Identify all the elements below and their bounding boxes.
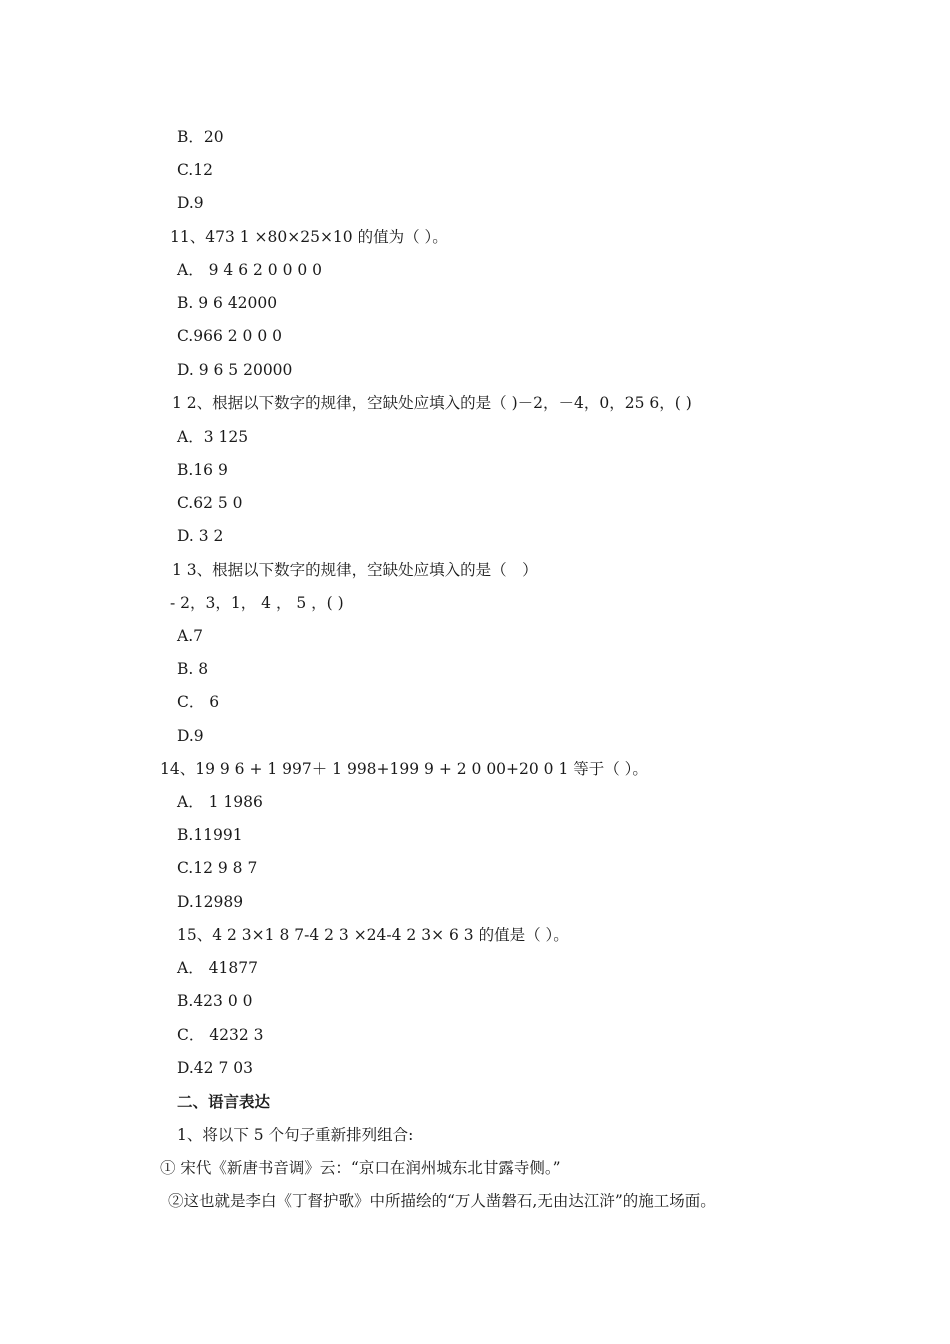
question-13: 1 3、根据以下数字的规律，空缺处应填入的是（ ） (172, 561, 538, 579)
sentence-2: ②这也就是李白《丁督护歌》中所描绘的“万人凿磐石,无由达江浒”的施工场面。 (168, 1192, 716, 1210)
question-14: 14、19 9 6 + 1 997＋ 1 998+199 9 + 2 0 00+20 0 1 等于（ ）。 (160, 760, 648, 778)
option-a-q13: A.7 (177, 627, 203, 645)
option-d-q11: D. 9 6 5 20000 (177, 361, 293, 379)
option-c-q14: C.12 9 8 7 (177, 859, 258, 877)
option-a-q12: A．3 125 (177, 428, 249, 446)
question-11: 11、473 1 ×80×25×10 的值为（ ）。 (170, 228, 448, 246)
option-d-q13: D.9 (177, 727, 204, 745)
question-13-sequence: - 2，3，1， 4 ， 5 ，( ) (170, 594, 344, 612)
option-b-q11: B. 9 6 42000 (177, 294, 278, 312)
option-b-q15: B.423 0 0 (177, 992, 253, 1010)
option-a-q11: A． 9 4 6 2 0 0 0 0 (177, 261, 323, 279)
sentence-1: ① 宋代《新唐书音调》云：“京口在润州城东北甘露寺侧。” (160, 1159, 561, 1177)
question-12: 1 2、根据以下数字的规律，空缺处应填入的是（ )－2，－4，0，25 6，( ) (172, 394, 692, 412)
option-b-q14: B.11991 (177, 826, 243, 844)
option-a-q15: A． 41877 (177, 959, 258, 977)
instruction-reorder: 1、将以下 5 个句子重新排列组合: (177, 1126, 414, 1144)
option-d-q12: D. 3 2 (177, 527, 224, 545)
option-a-q14: A． 1 1986 (177, 793, 263, 811)
option-c-q15: C． 4232 3 (177, 1026, 264, 1044)
option-b-q13: B. 8 (177, 660, 209, 678)
option-c-q10: C.12 (177, 161, 213, 179)
section-heading-language: 二、语言表达 (177, 1093, 271, 1111)
option-d-q15: D.42 7 03 (177, 1059, 253, 1077)
option-c-q13: C． 6 (177, 693, 220, 711)
option-d-q14: D.12989 (177, 893, 244, 911)
question-15: 15、4 2 3×1 8 7-4 2 3 ×24-4 2 3× 6 3 的值是（ ）。 (177, 926, 569, 944)
option-c-q11: C.966 2 0 0 0 (177, 327, 282, 345)
option-c-q12: C.62 5 0 (177, 494, 243, 512)
option-b-q10: B．20 (177, 128, 224, 146)
option-b-q12: B.16 9 (177, 461, 228, 479)
option-d-q10: D.9 (177, 194, 204, 212)
